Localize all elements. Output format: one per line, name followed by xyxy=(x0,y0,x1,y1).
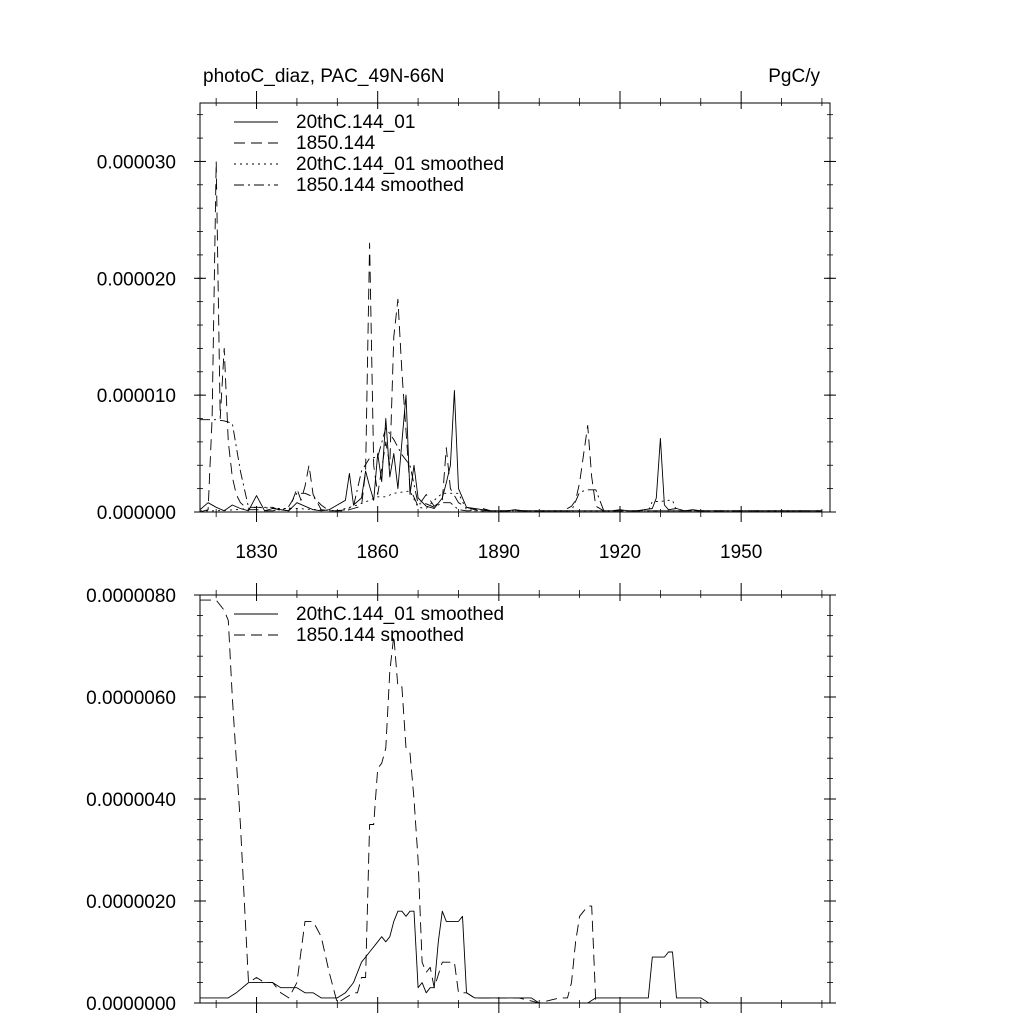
chart-units-label: PgC/y xyxy=(768,66,820,87)
chart-title-left: photoC_diaz, PAC_49N-66N xyxy=(203,66,445,87)
y-tick-label: 0.0000020 xyxy=(86,892,176,913)
legend-label-1: 1850.144 smoothed xyxy=(296,625,464,646)
plot-frame-0 xyxy=(200,103,830,512)
y-tick-label: 0.000020 xyxy=(96,269,176,291)
x-tick-label: 1920 xyxy=(598,542,642,563)
series-line-1 xyxy=(200,161,822,512)
legend-label-0: 20thC.144_01 xyxy=(296,112,416,133)
series-line-3 xyxy=(200,420,822,511)
legend-label-1: 1850.144 xyxy=(296,133,376,154)
y-tick-label: 0.000030 xyxy=(96,152,176,174)
x-tick-label: 1890 xyxy=(477,542,520,563)
legend-label-0: 20thC.144_01 smoothed xyxy=(296,604,505,625)
series-line-2 xyxy=(200,491,822,511)
x-tick-label: 1830 xyxy=(235,542,278,563)
y-tick-label: 0.000000 xyxy=(96,503,176,524)
y-tick-label: 0.0000060 xyxy=(86,688,176,709)
plot-frame-1 xyxy=(200,595,830,1003)
x-tick-label: 1950 xyxy=(720,542,763,563)
y-tick-label: 0.0000080 xyxy=(86,586,176,607)
y-tick-label: 0.0000040 xyxy=(86,790,176,811)
y-tick-label: 0.0000000 xyxy=(86,994,176,1015)
x-tick-label: 1860 xyxy=(356,542,399,563)
y-tick-label: 0.000010 xyxy=(96,386,176,408)
legend-label-3: 1850.144 smoothed xyxy=(296,175,464,196)
legend-label-2: 20thC.144_01 smoothed xyxy=(296,154,505,175)
series-line-0 xyxy=(200,391,822,511)
series-line-1 xyxy=(200,600,822,1003)
